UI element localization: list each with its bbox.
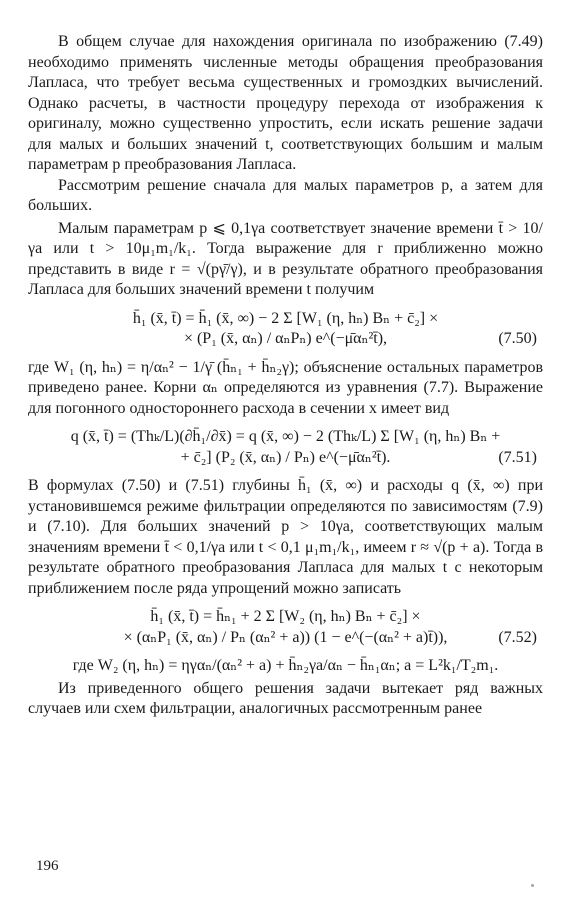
equation-7-51 bbox=[28, 427, 543, 468]
equation-number: (7.52) bbox=[498, 628, 537, 646]
paragraph-6: где W₂ (η, hₙ) = ηγαₙ/(αₙ² + a) + h̄ₙ₂γa/αₙ − h̄ₙ₁αₙ; a = L²k₁/T₂m₁. bbox=[72, 657, 499, 674]
equation-7-50-line-1: h̄₁ (x̄, t̄) = h̄₁ (x̄, ∞) − 2 Σ [W₁ (η, hₙ) Bₙ + c̄₂] × bbox=[132, 309, 439, 327]
equation-7-52-line-2-text: × (αₙP₁ (x̄, αₙ) / Pₙ (αₙ² + a)) (1 − e^(−(αₙ² + a)t̄)), bbox=[123, 628, 448, 646]
equation-7-51-line-2 bbox=[28, 448, 543, 469]
equation-7-51-line-1: q (x̄, t̄) = (Thₖ/L)(∂h̄₁/∂x̄) = q (x̄, ∞) − 2 (Thₖ/L) Σ [W₁ (η, hₙ) Bₙ + bbox=[70, 428, 501, 445]
equation-number: (7.51) bbox=[498, 448, 537, 466]
equation-7-50-line-2-text: × (P₁ (x̄, αₙ) / αₙPₙ) e^(−μ̄αₙ²t̄), bbox=[183, 330, 388, 347]
page-number: 196 bbox=[36, 858, 59, 874]
equation-number: (7.50) bbox=[498, 330, 537, 347]
paragraph-3: Малым параметрам p ⩽ 0,1γa соответствует значение времени t̄ > 10/γa или t > 10μ₁m₁/k₁. Тогда выражение для r приближенно можно представить в виде r = √(pγ̄/γ), и в результате обратного преобразования Лапласа для больших значений времени t получим bbox=[28, 219, 543, 298]
equation-7-52 bbox=[28, 607, 543, 648]
paragraph-4: где W₁ (η, hₙ) = η/αₙ² − 1/γ̄ (h̄ₙ₁ + h̄ₙ₂γ); объяснение остальных параметров приведено ранее. Корни αₙ определяются из уравнения (7.7). Выражение для погонного одностороннего расхода в сечении x имеет вид bbox=[28, 358, 543, 417]
paragraph-7: Из приведенного общего решения задачи вытекает ряд важных случаев или схем фильтрации, аналогичных рассмотренным ранее bbox=[28, 679, 543, 717]
paragraph-1: В общем случае для нахождения оригинала по изображению (7.49) необходимо применять численные методы обращения преобразования Лапласа, что требует весьма существенных и громоздких вычислений. Однако расчеты, в частности процедуру перехода от изображения к оригиналу, можно существенно упростить, если искать решение задачи для малых и больших значений t, соответствующих большим и малым параметрам p преобразования Лапласа. bbox=[28, 33, 543, 173]
paragraph-2: Рассмотрим решение сначала для малых параметров p, а затем для больших. bbox=[28, 176, 543, 214]
equation-7-51-line-2-text: + c̄₂] (P₂ (x̄, αₙ) / Pₙ) e^(−μ̄αₙ²t̄). bbox=[180, 448, 391, 466]
equation-7-50-line-2 bbox=[28, 329, 543, 350]
equation-7-52-line-1: h̄₁ (x̄, t̄) = h̄ₙ₁ + 2 Σ [W₂ (η, hₙ) Bₙ + c̄₂] × bbox=[150, 608, 421, 625]
paragraph-5: В формулах (7.50) и (7.51) глубины h̄₁ (x̄, ∞) и расходы q (x̄, ∞) при установившемся режиме фильтрации определяются по зависимостям (7.9) и (7.10). Для больших значений p > 10γa, соответствующих малым значениям времени t̄ < 0,1/γa или t < 0,1 μ₁m₁/k₁, имеем r ≈ √(p + a). Тогда в результате обратного преобразования Лапласа для малых t с некоторым приближением после ряда упрощений можно записать bbox=[28, 477, 544, 597]
page-body bbox=[28, 32, 543, 720]
scan-speck bbox=[531, 884, 534, 887]
equation-7-50 bbox=[28, 309, 543, 350]
equation-7-52-line-2 bbox=[28, 628, 543, 649]
